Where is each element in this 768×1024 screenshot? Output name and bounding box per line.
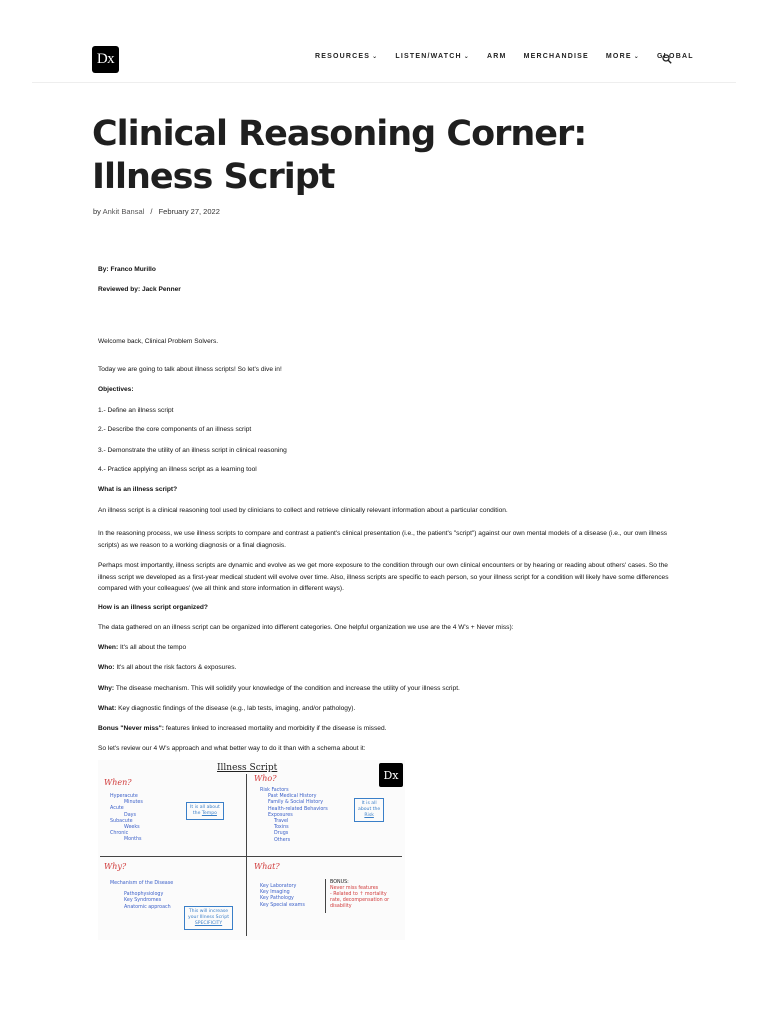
title-line-1: Clinical Reasoning Corner: (92, 114, 587, 154)
chevron-down-icon: ⌄ (633, 54, 640, 60)
paragraph: The data gathered on an illness script can be organized into different categories. One helpful organization we use are the 4 W's + Never miss): (98, 624, 514, 631)
list-item: Risk Factors (260, 788, 289, 793)
what-heading: What? (254, 862, 280, 871)
quadrant-divider-horizontal (100, 856, 402, 857)
bonus-text: features linked to increased mortality and morbidity if the disease is missed. (163, 725, 387, 732)
what-text: Key diagnostic findings of the disease (e.g., lab tests, imaging, and/or pathology). (116, 705, 356, 712)
what-label: What: (98, 705, 117, 712)
note-text: your Illness Script (188, 915, 230, 920)
bonus-text: - Related to ↑ mortality (330, 892, 387, 897)
post-date: February 27, 2022 (158, 207, 220, 216)
author-credit: By: Franco Murillo (98, 266, 156, 273)
nav-item-merchandise[interactable] (524, 53, 589, 60)
intro-text: Today we are going to talk about illness scripts! So let's dive in! (98, 366, 282, 373)
list-item: Weeks (124, 825, 140, 831)
section-heading: What is an illness script? (98, 486, 178, 493)
main-nav (315, 53, 711, 60)
section-heading: How is an illness script organized? (98, 604, 208, 611)
what-list (260, 884, 305, 909)
list-item: Family & Social History (268, 800, 324, 806)
figure-logo: Dx (379, 763, 403, 787)
objective-item: 3.- Demonstrate the utility of an illness script in clinical reasoning (98, 447, 287, 454)
why-heading: Why? (104, 862, 127, 871)
list-item: Chronic (110, 831, 129, 837)
when-line (98, 642, 672, 654)
objective-item: 4.- Practice applying an illness script as a learning tool (98, 466, 257, 473)
list-item: Exposures (268, 812, 293, 818)
quadrant-divider-vertical (246, 774, 247, 936)
page-title (92, 113, 692, 199)
list-item: Pathophysiology (124, 892, 164, 898)
list-item: Health-related Behaviors (268, 806, 328, 812)
objective-item: 1.- Define an illness script (98, 407, 174, 414)
list-item: Toxins (274, 825, 289, 831)
why-text: The disease mechanism. This will solidify your knowledge of the condition and increase the utility of your illness script. (114, 685, 460, 692)
nav-item-label: LISTEN/WATCH (395, 53, 462, 60)
why-label: Why: (98, 685, 115, 692)
by-label: by (93, 207, 101, 216)
list-item: Months (124, 837, 142, 843)
bonus-title: BONUS: (330, 880, 349, 885)
illness-script-figure (98, 760, 405, 940)
site-header (0, 0, 768, 82)
list-item: Hyperacute (110, 794, 138, 799)
why-list (110, 881, 173, 911)
list-item: Acute (110, 806, 124, 812)
list-item: Key Imaging (260, 890, 290, 896)
list-item: Key Laboratory (260, 884, 297, 889)
nav-item-label: MERCHANDISE (523, 53, 589, 60)
when-label: When: (98, 644, 119, 651)
who-text: It's all about the risk factors & exposures. (114, 664, 237, 671)
nav-item-resources[interactable] (315, 53, 378, 60)
who-label: Who: (98, 664, 115, 671)
when-list (110, 794, 143, 844)
note-emphasis: SPECIFICITY (194, 921, 223, 926)
nav-item-label: ARM (487, 53, 507, 60)
objective-item: 2.- Describe the core components of an illness script (98, 426, 252, 433)
note-text: It is all (361, 801, 377, 806)
list-item: Drugs (274, 831, 289, 837)
search-icon[interactable] (662, 54, 672, 64)
what-line (98, 703, 672, 715)
list-item: Key Special exams (260, 902, 305, 908)
list-item: Minutes (124, 800, 143, 806)
nav-item-label: GLOBAL (656, 53, 694, 60)
never-miss-note (330, 880, 400, 910)
list-item: Others (274, 837, 291, 843)
nav-item-listen-watch[interactable] (395, 53, 470, 60)
header-divider (32, 82, 736, 83)
why-note-box (184, 906, 233, 930)
bonus-text: disability (330, 904, 352, 909)
list-item: Key Syndromes (124, 898, 162, 904)
meta-separator: / (150, 207, 153, 216)
note-text: This will increase (188, 909, 229, 914)
who-note-box (354, 798, 384, 822)
paragraph: Perhaps most importantly, illness scripts are dynamic and evolve as we get more exposure to the condition through our own clinical encounters or by hearing or reading about others' cases. So the illness script we developed as a first-year medical student will evolve over time. Also, illness scripts are specific to each person, so your illness script for a condition will likely have some differences compared with your colleagues' (we all think and store information in different ways). (98, 562, 669, 592)
list-item: Subacute (110, 818, 133, 824)
nav-item-label: RESOURCES (315, 53, 371, 60)
why-line (98, 683, 672, 695)
who-list (260, 788, 328, 844)
paragraph: An illness script is a clinical reasoning tool used by clinicians to collect and retrieve clinically relevant information about a particular condition. (98, 507, 508, 514)
note-text: about the (358, 807, 381, 812)
title-line-2: Illness Script (92, 157, 335, 197)
who-line (98, 662, 672, 674)
when-note-box (186, 802, 224, 820)
note-emphasis: Risk (364, 813, 374, 818)
paragraph: In the reasoning process, we use illness scripts to compare and contrast a patient's clinical presentation (i.e., the patient's "script") against our own mental models of a disease (i.e., our own illness scripts) as we reason to a working diagnosis or a final diagnosis. (98, 530, 668, 549)
objectives-heading: Objectives: (98, 386, 134, 393)
nav-item-label: MORE (605, 53, 632, 60)
reviewer-credit: Reviewed by: Jack Penner (98, 286, 181, 293)
post-meta (93, 207, 220, 216)
list-item: Key Pathology (260, 896, 294, 902)
note-text: the (192, 811, 201, 816)
nav-item-arm[interactable] (487, 53, 507, 60)
note-text: It is all about (190, 805, 220, 810)
author-link[interactable]: Ankit Bansal (102, 207, 145, 216)
figure-title: Illness Script (217, 763, 278, 773)
chevron-down-icon: ⌄ (463, 54, 471, 60)
site-logo[interactable]: Dx (92, 46, 119, 73)
list-item: Past Medical History (268, 794, 317, 800)
nav-item-more[interactable] (606, 53, 640, 60)
bonus-text: rate, decompensation or (330, 898, 390, 903)
who-heading: Who? (254, 774, 277, 783)
bonus-label: Bonus "Never miss": (98, 725, 164, 732)
list-item: Travel (274, 819, 289, 825)
chevron-down-icon: ⌄ (372, 54, 379, 60)
list-item: Anatomic approach (124, 904, 171, 910)
note-emphasis: Tempo (201, 811, 217, 816)
list-item: Mechanism of the Disease (110, 881, 174, 886)
paragraph: So let's review our 4 W's approach and what better way to do it than with a schema about it: (98, 745, 366, 752)
bonus-text: Never miss features (330, 886, 379, 891)
when-heading: When? (104, 778, 132, 787)
welcome-text: Welcome back, Clinical Problem Solvers. (98, 338, 219, 345)
list-item: Days (124, 812, 136, 818)
bonus-bracket (325, 879, 326, 913)
when-text: It's all about the tempo (118, 644, 187, 651)
bonus-line (98, 723, 672, 735)
